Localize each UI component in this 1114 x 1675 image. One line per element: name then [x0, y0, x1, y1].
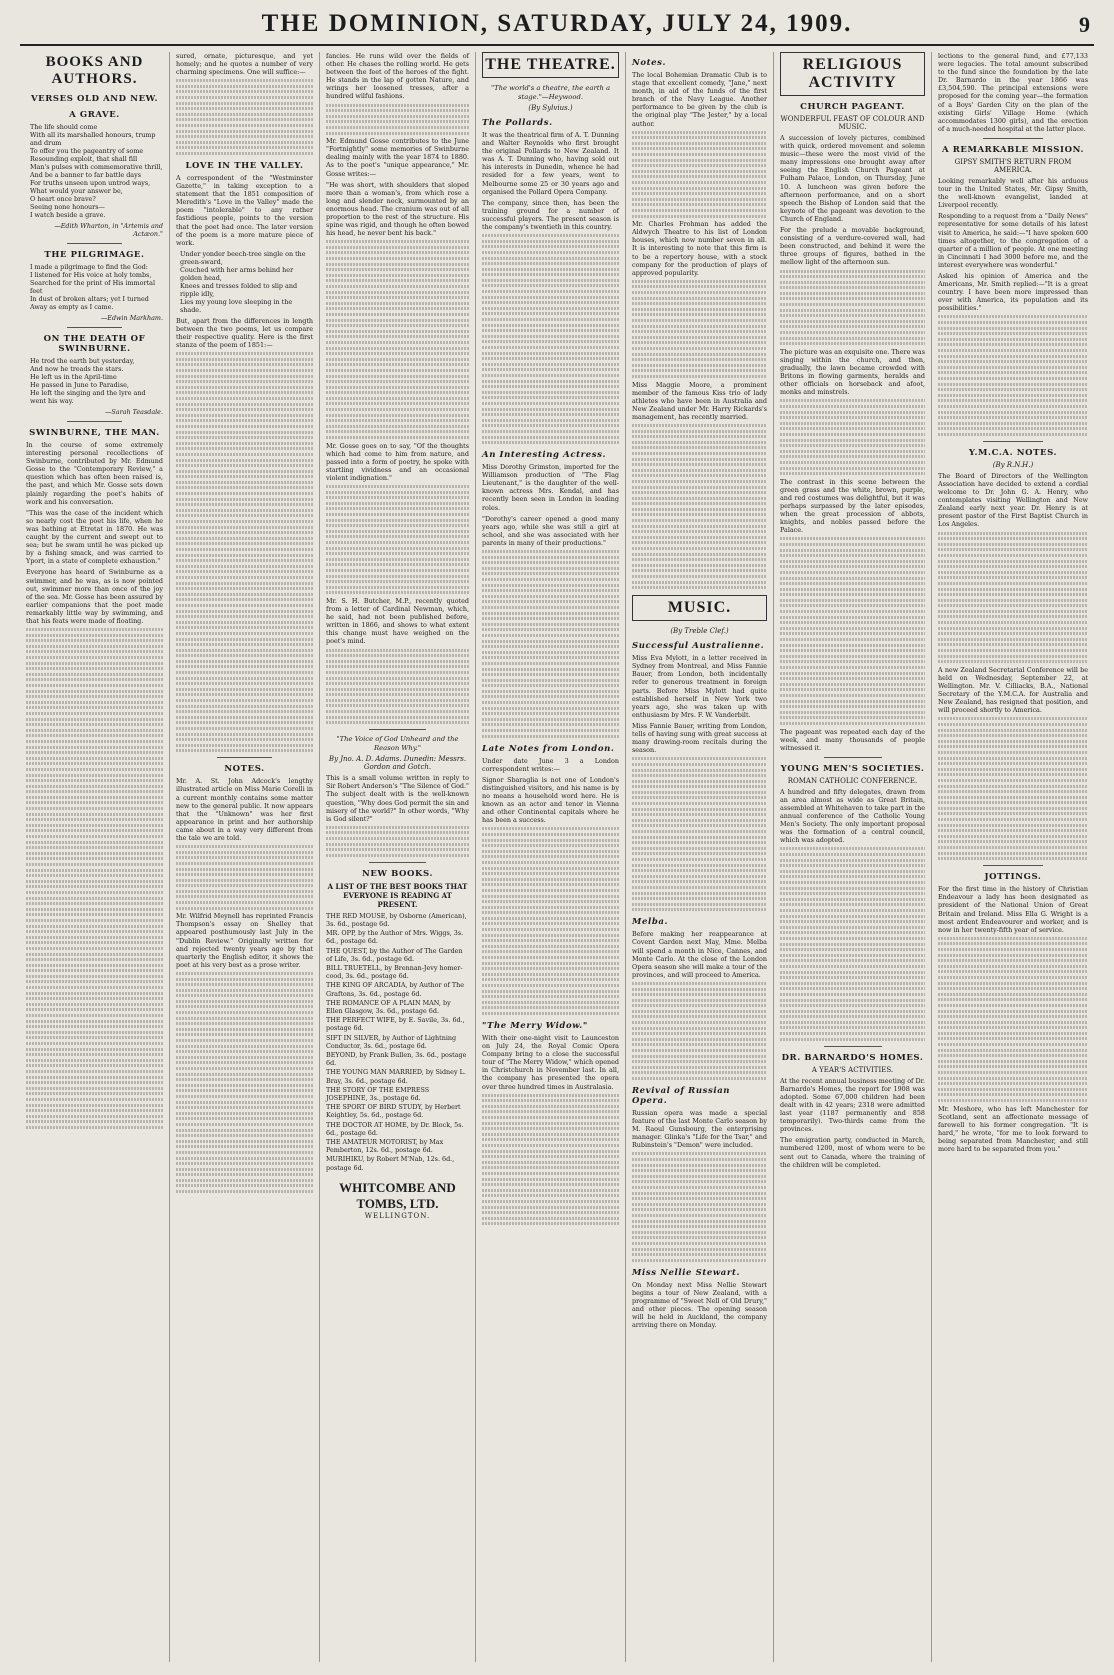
pageant-paragraph: The contrast in this scene between the green grass and the white, brown, purple, and red costumes was delightful, but it was perhaps surpassed by the later episodes, when the great procession of abbots, knights, and nobles passed before the Palace.	[780, 477, 925, 535]
music-byline: (By Treble Clef.)	[670, 627, 729, 636]
jottings-paragraph: Mr. Meshore, who has left Manchester for Scotland, sent an affectionate message of farewell to his former congregation. "It is hard," he wrote, "for me to look forward to being separated from Manchester, and still more hard to be separated from you."	[938, 1104, 1088, 1154]
column-text-continuation	[326, 240, 469, 439]
divider	[824, 1046, 882, 1047]
divider	[67, 243, 122, 244]
pageant-paragraph: A succession of lovely pictures, combined with quick, ordered movement and solemn music—these were the most vivid of the many impressions one brought away after seeing the English Church Pageant at Fulham Palace, London, on Thursday, June 10. A luncheon was given before the afternoon performance, and on a short speech the Bishop of London said that the keynote of the pageant was devotion to the Church of England.	[780, 134, 925, 223]
love-valley-paragraph: A correspondent of the "Westminster Gazette," in taking exception to a statement that the 1851 composition of Meredith's "Love in the Valley" made the poem "intolerable" to any rather fastidious people, points to the version that the poet had once. The later version of the poem is a more mature piece of work.	[176, 174, 313, 247]
pilgrimage-credit: —Edwin Markham.	[100, 314, 163, 322]
ymca-notes-heading: Y.M.C.A. NOTES.	[968, 447, 1058, 458]
column-text-continuation	[780, 270, 925, 346]
review-paragraph: This is a small volume written in reply to Sir Robert Anderson's "The Silence of God." The subject dealt with is the well-known question, "Why does God permit the sin and misery of the world?" In other words, "Why is God silent?"	[326, 774, 469, 823]
column-text-continuation	[938, 717, 1088, 860]
column-2	[170, 52, 320, 1662]
column-6	[774, 52, 932, 1662]
column-text-continuation	[326, 485, 469, 594]
column-5	[626, 52, 774, 1662]
book-list-item: BEYOND, by Frank Bullen, 3s. 6d., postage 6d.	[326, 1051, 467, 1068]
column-7	[932, 52, 1094, 1662]
divider	[67, 421, 122, 422]
notes-heading: NOTES.	[224, 764, 265, 775]
article-paragraph: sured, ornate, picturesque, and yet homely; and he quotes a number of very charming specimens. One will suffice:—	[176, 52, 313, 77]
bookseller-logo: WHITCOMBE AND TOMBS, LTD.	[339, 1179, 456, 1211]
divider	[983, 865, 1043, 866]
music-heading: MUSIC.	[632, 595, 767, 621]
merry-widow-heading: "The Merry Widow."	[482, 1020, 588, 1031]
theatre-heading: THE THEATRE.	[482, 52, 619, 78]
book-list-item: THE DOCTOR AT HOME, by Dr. Block, 5s. 6d., postage 6d.	[326, 1120, 464, 1137]
melba-paragraph: Before making her reappearance at Covent Garden next May, Mme. Melba will spend a month in Nice, Cannes, and Monte Carlo. At the close of the London Opera season she will make a tour of the provinces, and will proceed to America.	[632, 930, 767, 979]
notes-paragraph: The local Bohemian Dramatic Club is to stage that excellent comedy, "Jane," next month, in aid of the funds of the first branch of the Navy League. Another performance to be given by the club is the original play "The Jester," by a local author.	[632, 71, 767, 128]
ymca-byline: (By R.N.H.)	[992, 460, 1034, 469]
merry-widow-paragraph: With their one-night visit to Launceston on July 24, the Royal Comic Opera Company bring to a close the successful tour of "The Merry Widow," which opened in Christchurch in November last. In all, the company has presented the opera over three hundred times in Australasia.	[482, 1033, 619, 1091]
column-text-continuation	[482, 1094, 619, 1226]
theatre-epigraph: "The world's a theatre, the earth a stage."—Heywood.	[490, 84, 611, 101]
jottings-heading: JOTTINGS.	[984, 872, 1042, 883]
swinburne-death-heading: ON THE DEATH OF SWINBURNE.	[43, 334, 146, 354]
grave-heading: A GRAVE.	[69, 110, 120, 120]
love-valley-poem: Under yonder beech-tree single on the green-sward, Couched with her arms behind her golden head, Knees and tresses folded to slip and ripple idly, Lies my young love sleeping in the shade.	[180, 249, 306, 314]
divider	[824, 757, 882, 758]
actress-paragraph: Miss Dorothy Grimston, imported for the Williamson production of "The Flag Lieutenant," is the daughter of the well-known actress Mrs. Kendal, and has recently been seen in London in leading roles.	[482, 463, 619, 512]
ymca-paragraph: A new Zealand Secretarial Conference will be held on Wednesday, September 22, at Wellington. Mr. V. Cilliacks, B.A., National Secretary of the Y.M.C.A. for Australia and New Zealand, has resigned that position, and will proceed shortly to America.	[938, 665, 1088, 715]
book-list-item: THE KING OF ARCADIA, by Author of The Graftons, 3s. 6d., postage 6d.	[326, 981, 465, 998]
column-text-continuation	[938, 315, 1088, 435]
theatre-byline: (By Sylvius.)	[528, 104, 573, 112]
column-text-continuation	[632, 1152, 767, 1261]
pollards-heading: The Pollards.	[482, 118, 553, 128]
column-text-continuation	[780, 537, 925, 725]
book-list-item: THE PERFECT WIFE, by E. Savile, 3s. 6d., postage 6d.	[326, 1016, 465, 1033]
swinburne-death-poem: He trod the earth but yesterday, And now he treads the stars. He left us in the April-time He passed in June to Paradise, He left the singing and the lyre and went his way.	[30, 357, 146, 405]
young-mens-societies-heading: YOUNG MEN'S SOCIETIES.	[780, 763, 925, 774]
book-list-item: THE RED MOUSE, by Osborne (American), 3s. 6d., postage 6d.	[326, 911, 467, 928]
london-notes-paragraph: Signor Sbaraglia is not one of London's distinguished visitors, and his name is by no means a household word here. He is known as an actor and tenor in Vienna and other Continental capitals where he has been a success.	[482, 775, 619, 825]
love-valley-paragraph: But, apart from the differences in length between the two poems, let us compare their respective quality. Here is the first stanza of the poem of 1851:—	[176, 316, 313, 350]
music-paragraph: Miss Eva Mylott, in a letter received in Sydney from Montreal, and Miss Fannie Bauer, from London, both incidentally refer to generous treatment in foreign parts. Before Miss Mylott had quite established herself in New York two years ago, she was taken up with enthusiasm by Mrs. F. W. Vanderbilt.	[632, 654, 767, 719]
book-list-item: THE STORY OF THE EMPRESS JOSEPHINE, 3s., postage 6d.	[326, 1085, 430, 1103]
book-list-item: THE ROMANCE OF A PLAIN MAN, by Ellen Glasgow, 3s. 6d., postage 6d.	[326, 998, 451, 1016]
column-text-continuation	[176, 352, 313, 752]
pilgrimage-poem: I made a pilgrimage to find the God: I listened for His voice at holy tombs, Searched for the print of His immortal feet In dust of broken altars; yet I turned Away as empty as I came.	[30, 263, 155, 311]
masthead-title: THE DOMINION, SATURDAY, JULY 24, 1909.	[261, 10, 853, 37]
notes-heading: Notes.	[632, 58, 667, 68]
gosse-paragraph: "He was short, with shoulders that sloped more than a woman's, from which rose a long and slender neck, surmounted by an enormous head. The cranium was out of all proportion to the rest of the structure. His spine was rigid, and though he often bowed his head, he never bent his back."	[326, 180, 469, 238]
divider	[983, 441, 1043, 442]
barnardo-heading: DR. BARNARDO'S HOMES.	[781, 1052, 924, 1063]
pageant-paragraph: The picture was an exquisite one. There was singing within the church, and then, gradually, the lawn became crowded with Britons in flowing garments, heralds and other officials on horseback and afoot, monks and minstrels.	[780, 347, 925, 397]
column-text-continuation	[482, 234, 619, 444]
books-authors-heading: BOOKS AND AUTHORS.	[45, 54, 144, 87]
page-number: 9	[1079, 12, 1090, 37]
book-list-item: MR. OPP, by the Author of Mrs. Wiggs, 3s. 6d., postage 6d.	[326, 929, 464, 946]
pageant-paragraph: The pageant was repeated each day of the week, and many thousands of people witnessed it.	[780, 727, 925, 752]
russian-opera-heading: Revival of Russian Opera.	[632, 1086, 731, 1106]
mission-paragraph: Asked his opinion of America and the Americans, Mr. Smith replied:—"It is a great country. I have been more impressed than ever with America, its population and its possibilities."	[938, 271, 1088, 313]
notes-paragraph: Miss Maggie Moore, a prominent member of the famous Kiss trio of lady athletes who have been in Australia and New Zealand under Mr. Harry Rickards's management, has recently married.	[632, 380, 767, 421]
column-text-continuation	[632, 757, 767, 911]
column-text-continuation	[482, 550, 619, 738]
gipsy-smith-subheading: GIPSY SMITH'S RETURN FROM AMERICA.	[954, 157, 1072, 174]
mission-paragraph: Responding to a request from a "Daily News" representative for some details of his latest visit to America, he said:—"I have spoken 600 times altogether, to the congregation of a quarter of a million of people. At one meeting in Cincinnati I had 3000 before me, and the interest everywhere was wonderful."	[938, 212, 1088, 269]
book-list-item: THE SPORT OF BIRD STUDY, by Herbert Keightley, 5s. 6d., postage 6d.	[326, 1103, 461, 1120]
barnardo-subheading: A YEAR'S ACTIVITIES.	[811, 1065, 894, 1074]
new-books-heading: NEW BOOKS.	[361, 868, 434, 879]
column-text-continuation	[176, 972, 313, 1193]
actress-paragraph: "Dorothy's career opened a good many years ago, while she was still a girl at school, and she was associated with her parents in many of their productions."	[482, 514, 619, 547]
gosse-paragraph: Mr. Edmund Gosse contributes to the June "Fortnightly" some memories of Swinburne dealing mainly with the year 1874 to 1880. As to the poet's "unique appearance," Mr. Gosse writes:—	[326, 137, 469, 178]
column-text-continuation	[938, 937, 1088, 1102]
review-title: "The Voice of God Unheard and the Reason Why."	[336, 735, 459, 753]
catholic-conference-subheading: ROMAN CATHOLIC CONFERENCE.	[787, 776, 918, 785]
notes-paragraph: Mr. Wilfrid Meynell has reprinted Francis Thompson's essay on Shelley that appeared posthumously last July in the "Dublin Review." Originally written for and rejected twenty years ago by that quarterly the English editor, it shows the poet at his very best as a prose writer.	[176, 912, 313, 969]
verses-heading: VERSES OLD AND NEW.	[30, 94, 159, 104]
russian-opera-paragraph: Russian opera was made a special feature of the last Monte Carlo season by M. Raoul Gunsbourg, the enterprising manager. Glinka's "Life for the Tsar," and Rubinstein's "Demon" were included.	[632, 1109, 767, 1150]
swinburne-man-paragraph: "This was the case of the incident which so nearly cost the poet his life, when he was bathing at Etretat in 1870. He was caught by the current and swept out to sea; but he swam until he was picked up by a fishing smack, and was carried to Yport, in a state of complete exhaustion."	[26, 508, 163, 566]
column-text-continuation	[632, 280, 767, 378]
masthead	[20, 6, 1094, 46]
ymca-paragraph: The Board of Directors of the Wellington Association have decided to extend a cordial welcome to Dr. John G. A. Henry, who contemplates visiting Wellington and New Zealand early next year. Dr. Henry is at present pastor of the First Baptist Church in Los Angeles.	[938, 471, 1088, 529]
column-3	[320, 52, 476, 1662]
grave-credit: —Edith Wharton, in "Artemis and Actæon."	[54, 222, 163, 238]
music-paragraph: Miss Fannie Bauer, writing from London, tells of having sung with great success at many drawing-room recitals during the season.	[632, 721, 767, 755]
london-notes-paragraph: Under date June 3 a London correspondent writes:—	[482, 756, 619, 773]
article-paragraph: fancies. He runs wild over the fields of other. He chases the rolling world. He gets between the feet of the heroes of the fight. He stands in the lap of gotten Nature, and wrings her loosened tresses, after a hundred wilful fashions.	[326, 52, 469, 101]
column-4	[476, 52, 626, 1662]
swinburne-man-paragraph: In the course of some extremely interesting personal recollections of Swinburne, contributed by Mr. Edmund Gosse to the "Contemporary Review," a question which has often been raised is, the past, and which Mr. Gosse sets down plainly regarding the poet's habits of work and his conversation.	[26, 441, 163, 506]
barnardo-continuation: lections to the general fund, and £77,133 were legacies. The total amount subscribed to the fund since the foundation by the late Dr. Barnardo in the year 1866 was £3,504,590. The principal extensions were proposed for the coming year—the formation of a Boys' Garden City on the plan of the existing Girls' Village Home (which accommodates 1300 girls), and the erection of a much-needed hospital at the latter place.	[938, 52, 1088, 133]
best-books-heading: A LIST OF THE BEST BOOKS THAT EVERYONE IS READING AT PRESENT.	[327, 881, 468, 909]
column-1	[20, 52, 170, 1662]
church-pageant-heading: CHURCH PAGEANT.	[800, 102, 905, 112]
actress-heading: An Interesting Actress.	[482, 450, 607, 461]
book-list-item: MURIHIKU, by Robert M'Nab, 12s. 6d., postage 6d.	[326, 1155, 455, 1172]
column-text-continuation	[326, 826, 469, 857]
notes-paragraph: Mr. Charles Frohman has added the Aldwych Theatre to his list of London houses, which now number seven in all. It is interesting to note that this firm is to be a repertory house, with a stock company for the production of plays of approved popularity.	[632, 220, 767, 277]
book-list-item: THE QUEST, by the Author of The Garden of Life, 3s. 6d., postage 6d.	[326, 946, 463, 963]
grave-poem: The life should come With all its marshalled honours, trump and drum To offer you the pageantry of some Resounding exploit, that shall fill Man's pulses with commemorative thrill, And be a banner to far battle days For truths unseen upon untrod ways, What would your answer be, O heart once brave? Seeing none honours— I watch beside a grave.	[30, 123, 163, 219]
jottings-paragraph: For the first time in the history of Christian Endeavour a lady has been designated as president of the National Union of Great Britain and Ireland. Miss Ella G. Wright is a most ardent Endeavourer and worker, and is now in her twenty-fifth year of service.	[938, 885, 1088, 934]
divider	[67, 327, 122, 328]
swinburne-man-heading: SWINBURNE, THE MAN.	[29, 428, 160, 438]
love-valley-heading: LOVE IN THE VALLEY.	[185, 161, 304, 171]
column-text-continuation	[176, 79, 313, 155]
pilgrimage-heading: THE PILGRIMAGE.	[44, 250, 145, 260]
column-text-continuation	[632, 982, 767, 1080]
mission-paragraph: Looking remarkably well after his arduous tour in the United States, Mr. Gipsy Smith, the well-known evangelist, landed at Liverpool recently.	[938, 176, 1088, 210]
book-list-item: SIFT IN SILVER, by Author of Lightning Conductor, 3s. 6d., postage 6d.	[326, 1033, 457, 1050]
column-text-continuation	[938, 532, 1088, 664]
butcher-paragraph: Mr. S. H. Butcher, M.P., recently quoted from a letter of Cardinal Newman, which, he said, had not been published before, written in 1866, and shows to what extent this change must have weighed on the poet's mind.	[326, 596, 469, 646]
column-text-continuation	[176, 845, 313, 910]
barnardo-paragraph: At the recent annual business meeting of Dr. Barnardo's Homes, the report for 1908 was adopted. Some 67,000 children had been dealt with in 42 years; 2318 were admitted last year (1187 permanently and 858 temporarily). Two-thirds came from the provinces.	[780, 1076, 925, 1134]
melba-heading: Melba.	[632, 917, 669, 928]
divider	[369, 729, 426, 730]
notes-paragraph: Mr. A. St. John Adcock's lengthy illustrated article on Miss Marie Corelli in a current monthly contains some matter new to the general public. It now appears that the "Unknown" was her first appearance in print and her authorship came about in a way very different from the tale we are told.	[176, 777, 313, 843]
column-text-continuation	[26, 628, 163, 1129]
book-list-item: THE AMATEUR MOTORIST, by Max Pemberton, 12s. 6d., postage 6d.	[326, 1138, 444, 1155]
pageant-paragraph: For the prelude a movable background, consisting of a verdure-covered wall, had been constructed, and behind it were the three groups of figures, bathed in the mellow light of the afternoon sun.	[780, 226, 925, 267]
gosse-paragraph: Mr. Gosse goes on to say, "Of the thoughts which had come to him from nature, and passed into a form of poetry, he spoke with startling vividness and an occasional violent indignation."	[326, 441, 469, 482]
column-text-continuation	[326, 104, 469, 135]
book-list-item: BILL TRUETELL, by Brennan-Jevy homer-cood, 3s. 6d., postage 6d.	[326, 964, 463, 981]
book-list-item: THE YOUNG MAN MARRIED, by Sidney L. Bray, 3s. 6d., postage 6d.	[326, 1068, 466, 1085]
swinburne-death-credit: —Sarah Teasdale.	[105, 408, 163, 416]
church-pageant-subheading: WONDERFUL FEAST OF COLOUR AND MUSIC.	[780, 115, 925, 131]
column-text-continuation	[326, 649, 469, 725]
column-text-continuation	[780, 847, 925, 1040]
column-text-continuation	[780, 399, 925, 475]
nellie-stewart-paragraph: On Monday next Miss Nellie Stewart begins a tour of New Zealand, with a programme of "Sweet Nell of Old Drury," and other pieces. The opening season will be held in Auckland, the company arriving there on Monday.	[632, 1280, 767, 1330]
pollards-paragraph: The company, since then, has been the training ground for a number of successful players. The present season is the company's twentieth in this country.	[482, 198, 619, 232]
religious-activity-heading: RELIGIOUS ACTIVITY	[780, 52, 925, 96]
divider	[369, 862, 426, 863]
column-text-continuation	[632, 424, 767, 589]
swinburne-man-paragraph: Everyone has heard of Swinburne as a swimmer, and he was, as is now pointed out, swimmer more than once of the joy of the sea. Mr. Gosse has been assured by earlier companions that the poet made remarkably little way by swimming, and that his feats were made of floating.	[26, 568, 163, 625]
conference-paragraph: A hundred and fifty delegates, drawn from an area almost as wide as Great Britain, assembled at Whitehaven to take part in the annual conference of the Catholic Young Men's Society. The only important proposal was the formation of a central council, which was adopted.	[780, 787, 925, 845]
australienne-heading: Successful Australienne.	[632, 641, 765, 652]
review-credit: By Jno. A. D. Adams. Dunedin: Messrs. Gordon and Gotch.	[328, 755, 467, 772]
remarkable-mission-heading: A REMARKABLE MISSION.	[941, 144, 1085, 155]
barnardo-paragraph: The emigration party, conducted in March, numbered 1200, most of whom were to be sent out to Canada, where the training of the children will be completed.	[780, 1136, 925, 1169]
column-text-continuation	[482, 827, 619, 1015]
london-notes-heading: Late Notes from London.	[482, 743, 615, 754]
column-text-continuation	[632, 131, 767, 218]
nellie-stewart-heading: Miss Nellie Stewart.	[632, 1267, 741, 1278]
pollards-paragraph: It was the theatrical firm of A. T. Dunning and Walter Reynolds who first brought the original Pollards to New Zealand. It was A. T. Dunning who, having sold out his interests in Dunedin, whence he had resided for a few years, went to Melbourne some 25 or 30 years ago and organised the Pollard Opera Company.	[482, 131, 619, 196]
bookseller-city: WELLINGTON.	[364, 1211, 431, 1220]
divider	[983, 138, 1043, 139]
divider	[217, 757, 272, 758]
